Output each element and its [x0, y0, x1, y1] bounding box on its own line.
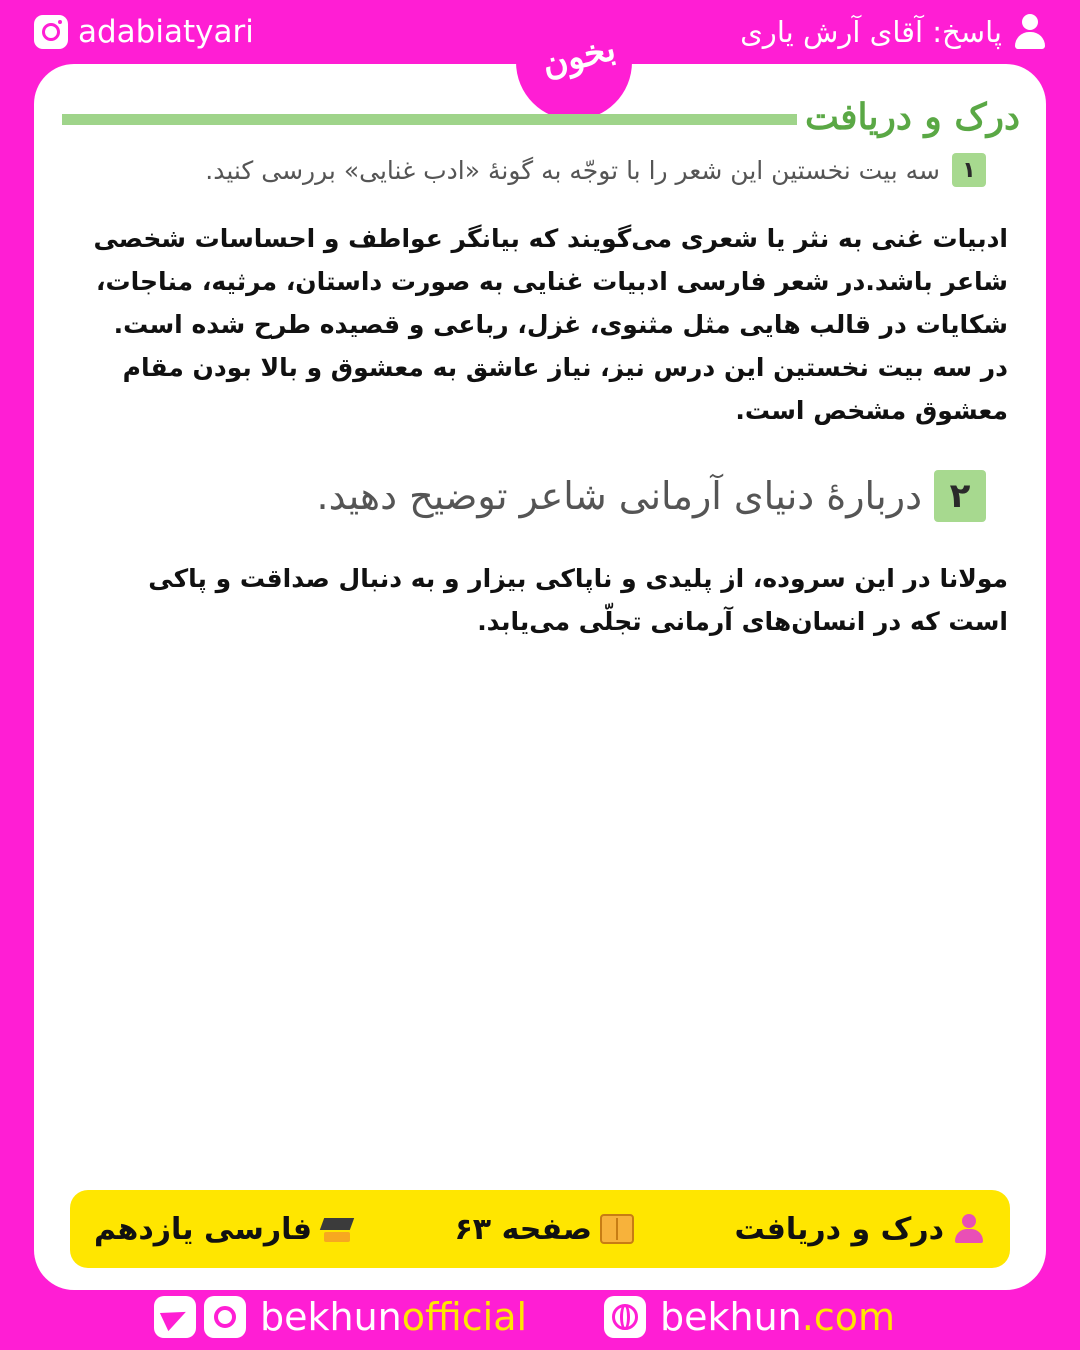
- logo-text: بخون: [538, 28, 620, 86]
- website-link[interactable]: [604, 1292, 895, 1342]
- instagram-icon[interactable]: [204, 1296, 246, 1338]
- website-url: [660, 1295, 895, 1339]
- answer-1: ادبیات غنی به نثر یا شعری می‌گویند که بیانگر عواطف و احساسات شخصی شاعر باشد.در شعر فارسی ادبیات غنایی به صورت داستان، مرثیه، مناجات، شکایات در قالب هایی مثل مثنوی، غزل، رباعی و قصیده طرح شده است. در سه بیت نخستین این درس نیز، نیاز عاشق به معشوق و بالا بودن مقام معشوق مشخص است.: [93, 224, 1008, 425]
- user-icon: [1014, 14, 1046, 50]
- question-number: ۱: [952, 153, 986, 187]
- person-icon: [952, 1214, 986, 1244]
- graduation-cap-icon: [320, 1214, 354, 1244]
- question-text: سه بیت نخستین این شعر را با توجّه به گونهٔ «ادب غنایی» بررسی کنید.: [205, 155, 940, 185]
- footer-bar: [70, 1190, 1010, 1268]
- instagram-icon: [34, 15, 68, 49]
- section-divider: [62, 114, 797, 125]
- answer-2: مولانا در این سروده، از پلیدی و ناپاکی بیزار و به دنبال صداقت و پاکی است که در انسان‌های آرمانی تجلّی می‌یابد.: [148, 564, 1008, 636]
- book-icon: [600, 1214, 634, 1244]
- instagram-handle-text: adabiatyari: [78, 14, 254, 50]
- question-text: دربارهٔ دنیای آرمانی شاعر توضیح دهید.: [316, 474, 922, 518]
- social-link[interactable]: [154, 1292, 527, 1342]
- footer-subject: [94, 1212, 354, 1247]
- footer-section-label: درک و دریافت: [734, 1211, 944, 1247]
- telegram-icon[interactable]: [154, 1296, 196, 1338]
- website-url-prefix: bekhun: [660, 1295, 802, 1339]
- social-handle-prefix: bekhun: [260, 1295, 402, 1339]
- answer-credit-text: پاسخ: آقای آرش یاری: [740, 15, 1002, 49]
- website-url-suffix: .com: [801, 1295, 896, 1339]
- globe-icon: [604, 1296, 646, 1338]
- footer-subject-label: فارسی یازدهم: [94, 1211, 312, 1247]
- section-title: درک و دریافت: [804, 96, 1020, 138]
- logo: [516, 4, 632, 120]
- question-1: [205, 153, 986, 187]
- social-handle: [260, 1295, 527, 1339]
- answer-credit: [740, 10, 1046, 54]
- question-number: ۲: [934, 470, 986, 522]
- footer-page-label: صفحه ۶۳: [454, 1211, 592, 1247]
- question-2: [317, 470, 986, 522]
- footer-page: [455, 1212, 634, 1247]
- instagram-handle[interactable]: [34, 12, 254, 52]
- footer-section: [734, 1212, 986, 1247]
- social-handle-suffix: official: [401, 1295, 528, 1339]
